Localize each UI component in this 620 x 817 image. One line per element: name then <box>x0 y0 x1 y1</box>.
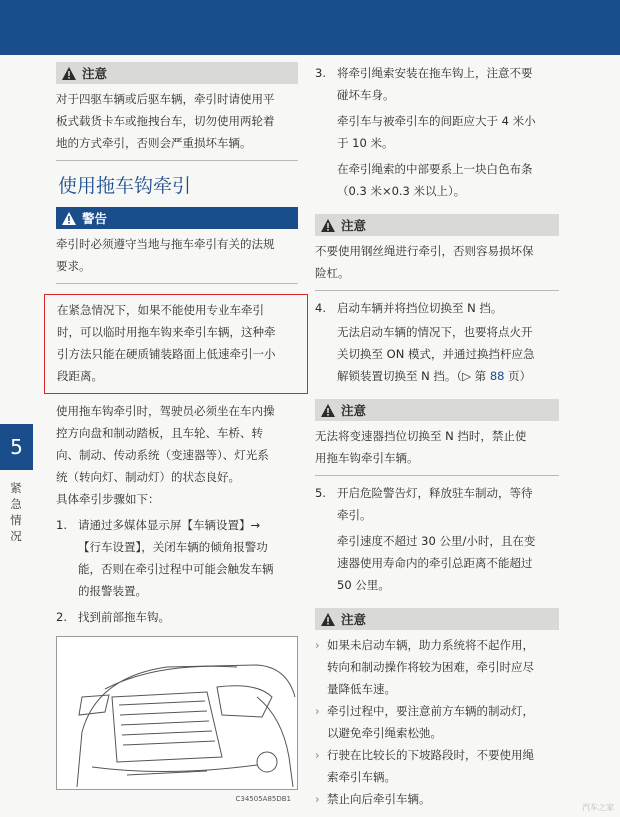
text-line: 在紧急情况下，如果不能使用专业车牵引 <box>57 303 264 317</box>
chapter-label <box>6 480 26 544</box>
text-line: 于 10 米。 <box>337 136 394 150</box>
text-line: 向、制动、传动系统（变速器等）、灯光系 <box>56 448 269 462</box>
step-number: 2. <box>56 610 67 624</box>
step-3-detail-1 <box>315 110 559 154</box>
text-line: 段距离。 <box>57 369 103 383</box>
divider <box>56 283 298 284</box>
list-item <box>315 634 559 700</box>
step-number: 1. <box>56 518 67 532</box>
step-5 <box>315 482 559 526</box>
warning-triangle-icon <box>321 613 335 626</box>
bullet-marker: › <box>315 638 320 652</box>
text-line: 况 <box>10 529 22 543</box>
chapter-tab: 5 <box>0 424 33 470</box>
text-line: 紧 <box>10 481 22 495</box>
text-line: 急 <box>10 497 22 511</box>
text-line: 用拖车钩牵引车辆。 <box>315 451 419 465</box>
text-line: 碰坏车身。 <box>337 88 395 102</box>
divider <box>56 160 298 161</box>
bullet-marker: › <box>315 748 320 762</box>
text-line: 能，否则在牵引过程中可能会触发车辆 <box>78 562 274 576</box>
notice-header <box>315 608 559 630</box>
list-item <box>315 788 559 810</box>
text-line: 速器使用寿命内的牵引总距离不能超过 <box>337 556 533 570</box>
step-number: 5. <box>315 486 326 500</box>
step-number: 4. <box>315 301 326 315</box>
body-paragraph <box>56 400 298 510</box>
notice-text <box>315 240 559 284</box>
list-item <box>315 700 559 744</box>
divider <box>315 290 559 291</box>
text-line: 无法将变速器挡位切换至 N 挡时，禁止使 <box>315 429 527 443</box>
bullet-marker: › <box>315 704 320 718</box>
text-line: 请通过多媒体显示屏【车辆设置】→ <box>78 518 261 532</box>
step-4 <box>315 297 559 319</box>
figure-code: C34505A85DB1 <box>235 795 291 803</box>
text-line: 对于四驱车辆或后驱车辆，牵引时请使用平 <box>56 92 275 106</box>
step-2 <box>56 606 298 628</box>
warning-triangle-icon <box>321 404 335 417</box>
text-line: （0.3 米×0.3 米以上）。 <box>337 184 466 198</box>
step-3 <box>315 62 559 106</box>
text-line: 量降低车速。 <box>327 682 396 696</box>
section-title: 使用拖车钩牵引 <box>58 175 192 197</box>
step-number: 3. <box>315 66 326 80</box>
header-bar <box>0 0 620 55</box>
text-line: 牵引速度不超过 30 公里/小时，且在变 <box>337 534 536 548</box>
text-line: 时，可以临时用拖车钩来牵引车辆，这种牵 <box>57 325 276 339</box>
step-3-detail-2 <box>315 158 559 202</box>
text-line: 牵引。 <box>337 508 372 522</box>
text-line: 关切换至 ON 模式，并通过换挡杆应急 <box>337 347 535 361</box>
steps-intro: 具体牵引步骤如下： <box>56 492 160 506</box>
step-text: 找到前部拖车钩。 <box>78 610 170 624</box>
text-line: 索牵引车辆。 <box>327 770 396 784</box>
text-line: 转向和制动操作将较为困难，牵引时应尽 <box>327 660 534 674</box>
text-line: 的报警装置。 <box>78 584 147 598</box>
text-line: 开启危险警告灯，释放驻车制动，等待 <box>337 486 533 500</box>
notice-header <box>56 62 298 84</box>
right-column <box>315 62 559 810</box>
text-line <box>337 365 559 387</box>
step-5-detail <box>315 530 559 596</box>
bullet-marker: › <box>315 792 320 806</box>
warning-text <box>56 233 298 277</box>
text-span: 解锁装置切换至 N 挡。（▷ 第 <box>337 369 490 383</box>
warning-header <box>56 207 298 229</box>
watermark: 汽车之家 <box>582 803 614 812</box>
left-column <box>56 62 298 803</box>
text-line: 如果未启动车辆，助力系统将不起作用， <box>327 638 534 652</box>
notice-header <box>315 214 559 236</box>
text-line: 牵引过程中，要注意前方车辆的制动灯， <box>327 704 534 718</box>
text-line: 牵引时必须遵守当地与拖车牵引有关的法规 <box>56 237 275 251</box>
page-reference-link[interactable]: 88 <box>489 369 505 383</box>
text-line: 地的方式牵引，否则会严重损坏车辆。 <box>56 136 252 150</box>
notice-bullet-list <box>315 634 559 810</box>
text-line: 【行车设置】，关闭车辆的倾角报警功 <box>78 540 268 554</box>
warning-triangle-icon <box>62 212 76 225</box>
text-line: 情 <box>10 513 22 527</box>
vehicle-front-illustration <box>56 636 298 803</box>
step-1 <box>56 514 298 602</box>
text-line: 50 公里。 <box>337 578 390 592</box>
notice-title: 注意 <box>341 218 367 233</box>
warning-title: 警告 <box>82 211 108 226</box>
text-line: 引方法只能在硬质铺装路面上低速牵引一小 <box>57 347 276 361</box>
warning-triangle-icon <box>321 219 335 232</box>
step-text: 启动车辆并将挡位切换至 N 挡。 <box>337 301 503 315</box>
notice-title: 注意 <box>341 612 367 627</box>
text-line: 行驶在比较长的下坡路段时，不要使用绳 <box>327 748 534 762</box>
text-line: 要求。 <box>56 259 91 273</box>
text-line: 险杠。 <box>315 266 350 280</box>
text-line: 在牵引绳索的中部要系上一块白色布条 <box>337 162 533 176</box>
notice-header <box>315 399 559 421</box>
text-line: 以避免牵引绳索松弛。 <box>327 726 442 740</box>
notice-text <box>315 425 559 469</box>
notice-text <box>56 88 298 154</box>
car-front-icon <box>57 637 297 787</box>
text-span: 页） <box>504 369 532 383</box>
notice-title: 注意 <box>82 66 108 81</box>
text-line: 无法启动车辆的情况下，也要将点火开 <box>337 325 533 339</box>
step-4-detail <box>315 321 559 387</box>
warning-triangle-icon <box>62 67 76 80</box>
text-line: 牵引车与被牵引车的间距应大于 4 米小 <box>337 114 536 128</box>
text-line: 使用拖车钩牵引时，驾驶员必须坐在车内操 <box>56 404 275 418</box>
list-item <box>315 744 559 788</box>
divider <box>315 475 559 476</box>
text-line: 禁止向后牵引车辆。 <box>327 792 431 806</box>
highlight-box <box>44 294 308 394</box>
text-line: 板式载货卡车或拖拽台车，切勿使用两轮着 <box>56 114 275 128</box>
text-line: 不要使用钢丝绳进行牵引，否则容易损坏保 <box>315 244 534 258</box>
text-line: 统（转向灯、制动灯）的状态良好。 <box>56 470 240 484</box>
text-line: 将牵引绳索安装在拖车钩上，注意不要 <box>337 66 533 80</box>
text-line: 控方向盘和制动踏板，且车轮、车桥、转 <box>56 426 263 440</box>
notice-title: 注意 <box>341 403 367 418</box>
